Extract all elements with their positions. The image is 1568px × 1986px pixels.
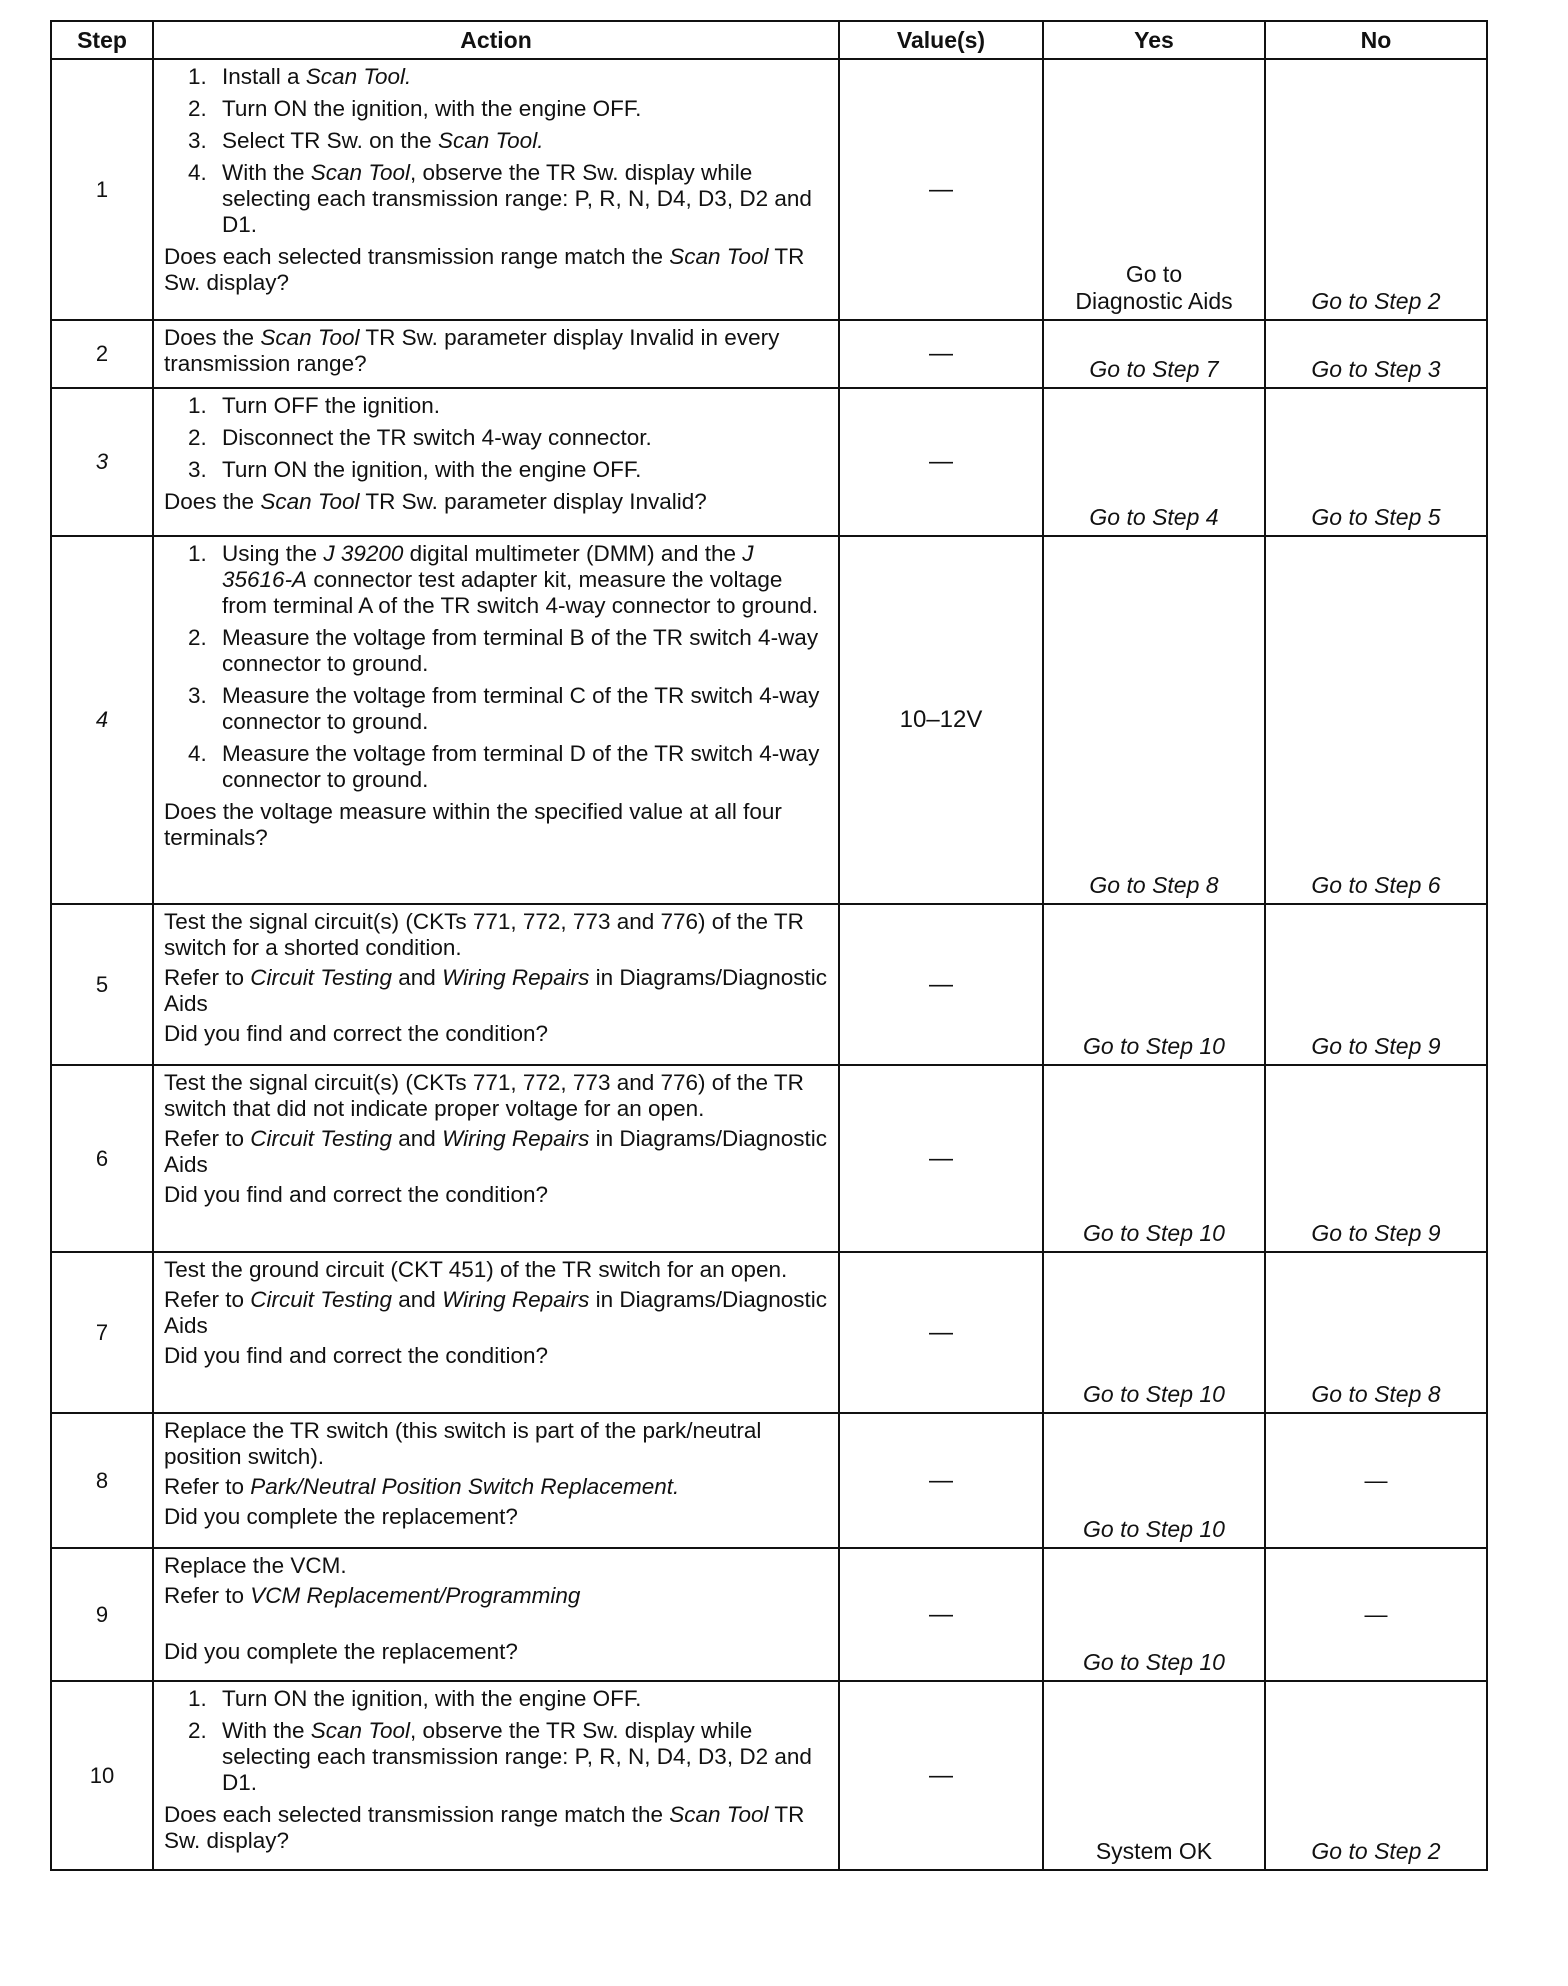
no-cell: Go to Step 9 (1265, 1065, 1487, 1252)
list-item: 4. With the Scan Tool, observe the TR Sw. display while selecting each transmission range: P, R, N, D4, D3, D2 and D1. (188, 160, 812, 237)
header-no: No (1265, 21, 1487, 59)
action-cell (153, 320, 839, 388)
table-row (51, 1548, 1487, 1681)
list-item: 2. Disconnect the TR switch 4-way connector. (188, 425, 652, 450)
instruction-text: Test the ground circuit (CKT 451) of the TR switch for an open. (164, 1257, 788, 1282)
table-row (51, 1252, 1487, 1413)
value-cell: — (839, 320, 1043, 388)
no-cell: — (1265, 1413, 1487, 1548)
table-row (51, 320, 1487, 388)
action-cell (153, 1413, 839, 1548)
list-item: 3. Select TR Sw. on the Scan Tool. (188, 128, 544, 153)
action-cell (153, 536, 839, 904)
action-cell (153, 1252, 839, 1413)
list-item: 2. With the Scan Tool, observe the TR Sw. display while selecting each transmission range: P, R, N, D4, D3, D2 and D1. (188, 1718, 812, 1795)
table-row (51, 1413, 1487, 1548)
table-row (51, 904, 1487, 1065)
yes-cell: Go to Step 10 (1043, 1548, 1265, 1681)
instruction-text: Test the signal circuit(s) (CKTs 771, 772, 773 and 776) of the TR switch for a shorted condition. (164, 909, 804, 960)
list-item: 4. Measure the voltage from terminal D of the TR switch 4-way connector to ground. (188, 741, 820, 792)
no-cell: — (1265, 1548, 1487, 1681)
question-text: Did you complete the replacement? (164, 1504, 518, 1529)
no-cell: Go to Step 8 (1265, 1252, 1487, 1413)
step-number: 5 (51, 904, 153, 1065)
header-action: Action (153, 21, 839, 59)
list-item: 3. Measure the voltage from terminal C of the TR switch 4-way connector to ground. (188, 683, 820, 734)
reference-text: Refer to Circuit Testing and Wiring Repairs in Diagrams/Diagnostic Aids (164, 1126, 828, 1177)
step-number: 7 (51, 1252, 153, 1413)
yes-cell: Go to Step 8 (1043, 536, 1265, 904)
value-cell: — (839, 904, 1043, 1065)
list-item: 2. Measure the voltage from terminal B of the TR switch 4-way connector to ground. (188, 625, 819, 676)
value-cell: — (839, 1413, 1043, 1548)
table-row (51, 59, 1487, 320)
value-cell: — (839, 1548, 1043, 1681)
action-cell (153, 1065, 839, 1252)
list-item: 1. Turn ON the ignition, with the engine OFF. (188, 1686, 642, 1711)
yes-cell: Go to Step 10 (1043, 1252, 1265, 1413)
instruction-text: Replace the TR switch (this switch is part of the park/neutral position switch). (164, 1418, 762, 1469)
action-cell (153, 1681, 839, 1870)
step-number: 9 (51, 1548, 153, 1681)
step-number: 1 (51, 59, 153, 320)
step-number: 8 (51, 1413, 153, 1548)
reference-text: Refer to Circuit Testing and Wiring Repairs in Diagrams/Diagnostic Aids (164, 1287, 828, 1338)
question-text: Does the voltage measure within the specified value at all four terminals? (164, 799, 782, 850)
list-item: 2. Turn ON the ignition, with the engine OFF. (188, 96, 642, 121)
yes-cell: System OK (1043, 1681, 1265, 1870)
question-text: Did you find and correct the condition? (164, 1343, 548, 1368)
value-cell: — (839, 1681, 1043, 1870)
list-item: 1. Turn OFF the ignition. (188, 393, 441, 418)
header-yes: Yes (1043, 21, 1265, 59)
list-item: 1. Using the J 39200 digital multimeter (DMM) and the J 35616-A connector test adapter kit, measure the voltage from terminal A of the TR switch 4-way connector to ground. (188, 541, 819, 618)
list-item: 1. Install a Scan Tool. (188, 64, 412, 89)
step-number: 4 (51, 536, 153, 904)
header-row (51, 21, 1487, 59)
value-cell: 10–12V (839, 536, 1043, 904)
step-number: 2 (51, 320, 153, 388)
instruction-text: Replace the VCM. (164, 1553, 347, 1578)
header-values: Value(s) (839, 21, 1043, 59)
no-cell: Go to Step 3 (1265, 320, 1487, 388)
question-text: Does each selected transmission range match the Scan Tool TR Sw. display? (164, 244, 805, 295)
yes-cell: Go to Diagnostic Aids (1043, 59, 1265, 320)
yes-cell: Go to Step 7 (1043, 320, 1265, 388)
list-item: 3. Turn ON the ignition, with the engine OFF. (188, 457, 642, 482)
value-cell: — (839, 388, 1043, 536)
question-text: Did you complete the replacement? (164, 1639, 518, 1664)
value-cell: — (839, 59, 1043, 320)
step-number: 3 (51, 388, 153, 536)
header-step: Step (51, 21, 153, 59)
no-cell: Go to Step 6 (1265, 536, 1487, 904)
action-cell (153, 59, 839, 320)
no-cell: Go to Step 2 (1265, 59, 1487, 320)
reference-text: Refer to Circuit Testing and Wiring Repairs in Diagrams/Diagnostic Aids (164, 965, 828, 1016)
question-text: Does the Scan Tool TR Sw. parameter display Invalid? (164, 489, 707, 514)
table-row (51, 388, 1487, 536)
table-row (51, 1681, 1487, 1870)
value-cell: — (839, 1252, 1043, 1413)
yes-cell: Go to Step 4 (1043, 388, 1265, 536)
question-text: Does each selected transmission range match the Scan Tool TR Sw. display? (164, 1802, 805, 1853)
no-cell: Go to Step 5 (1265, 388, 1487, 536)
action-cell (153, 904, 839, 1065)
question-text: Did you find and correct the condition? (164, 1021, 548, 1046)
step-number: 10 (51, 1681, 153, 1870)
yes-cell: Go to Step 10 (1043, 1413, 1265, 1548)
action-cell (153, 388, 839, 536)
table-row (51, 1065, 1487, 1252)
reference-text: Refer to Park/Neutral Position Switch Replacement. (164, 1474, 680, 1499)
diagnostic-table (50, 20, 1488, 1871)
reference-text: Refer to VCM Replacement/Programming (164, 1583, 581, 1608)
yes-cell: Go to Step 10 (1043, 904, 1265, 1065)
instruction-text: Test the signal circuit(s) (CKTs 771, 772, 773 and 776) of the TR switch that did not indicate proper voltage for an open. (164, 1070, 804, 1121)
action-cell (153, 1548, 839, 1681)
no-cell: Go to Step 2 (1265, 1681, 1487, 1870)
yes-cell: Go to Step 10 (1043, 1065, 1265, 1252)
step-number: 6 (51, 1065, 153, 1252)
question-text: Did you find and correct the condition? (164, 1182, 548, 1207)
no-cell: Go to Step 9 (1265, 904, 1487, 1065)
question-text: Does the Scan Tool TR Sw. parameter display Invalid in every transmission range? (164, 325, 780, 376)
table-row (51, 536, 1487, 904)
value-cell: — (839, 1065, 1043, 1252)
